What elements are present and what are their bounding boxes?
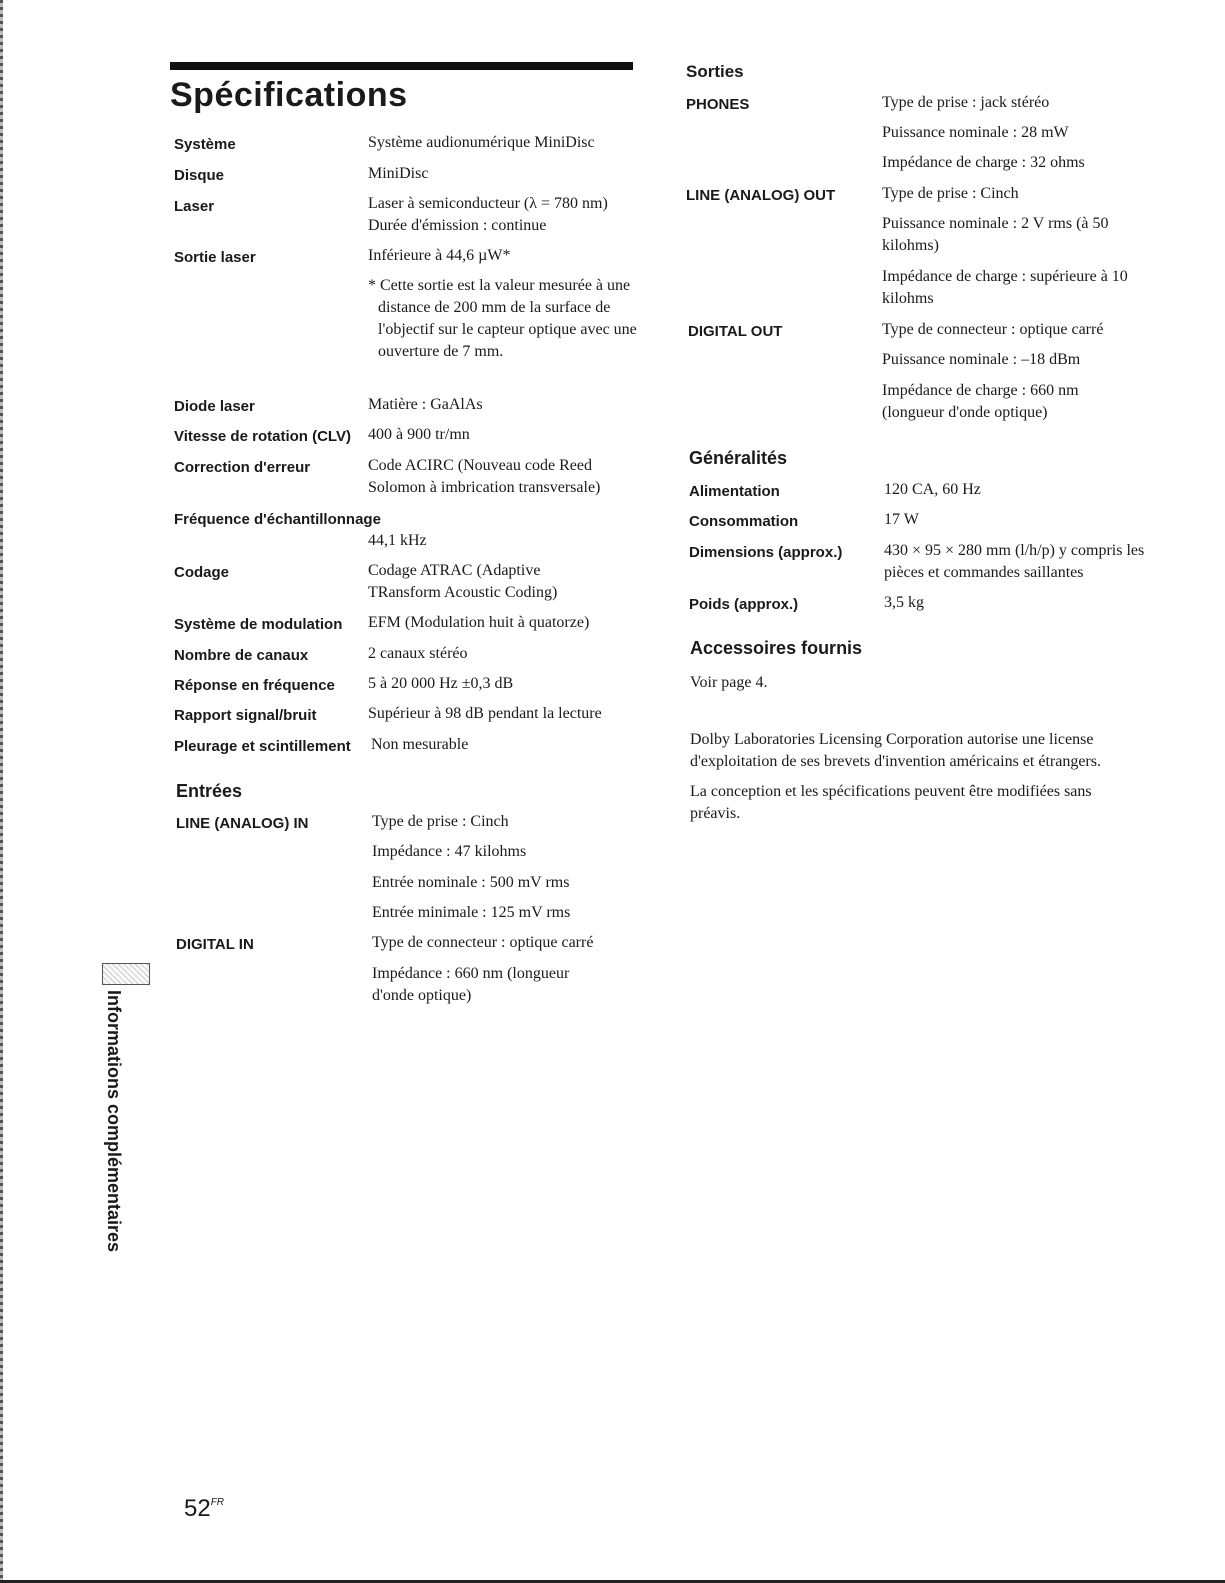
spec-value-frequence-echantillonnage: 44,1 kHz	[368, 532, 427, 549]
gen-label-dimensions: Dimensions (approx.)	[689, 544, 843, 561]
entree-digital-in-connecteur: Type de connecteur : optique carré	[372, 934, 594, 951]
section-heading-generalites: Généralités	[689, 448, 788, 468]
spec-value-disque: MiniDisc	[368, 165, 429, 182]
entree-digital-in-impedance: Impédance : 660 nm (longueur d'onde optique)	[372, 965, 570, 1004]
spec-value-canaux: 2 canaux stéréo	[368, 645, 468, 662]
entree-line-in-nominale: Entrée nominale : 500 mV rms	[372, 874, 570, 891]
scan-left-edge	[0, 0, 3, 1583]
sortie-phones-prise: Type de prise : jack stéréo	[882, 94, 1050, 111]
spec-value-reponse: 5 à 20 000 Hz ±0,3 dB	[368, 675, 514, 692]
gen-label-alimentation: Alimentation	[689, 483, 780, 500]
section-heading-entrees: Entrées	[176, 781, 243, 801]
section-tab-marker	[102, 963, 150, 985]
section-heading-accessoires: Accessoires fournis	[690, 638, 863, 658]
sortie-line-out-prise: Type de prise : Cinch	[882, 185, 1019, 202]
sortie-phones-impedance: Impédance de charge : 32 ohms	[882, 154, 1085, 171]
spec-value-diode-laser: Matière : GaAlAs	[368, 396, 483, 413]
sortie-digital-out-puissance: Puissance nominale : –18 dBm	[882, 351, 1081, 368]
accessoires-text: Voir page 4.	[690, 674, 768, 691]
spec-label-vitesse: Vitesse de rotation (CLV)	[174, 428, 351, 445]
sortie-digital-out-connecteur: Type de connecteur : optique carré	[882, 321, 1104, 338]
spec-label-disque: Disque	[174, 167, 225, 184]
title-rule	[170, 62, 633, 70]
section-side-label: Informations complémentaires	[104, 990, 124, 1253]
sortie-line-out-impedance: Impédance de charge : supérieure à 10 kilohms	[882, 268, 1128, 307]
spec-label-rapport: Rapport signal/bruit	[174, 707, 317, 724]
sortie-digital-out-impedance: Impédance de charge : 660 nm (longueur d'onde optique)	[882, 382, 1079, 421]
spec-value-pleurage: Non mesurable	[371, 736, 469, 753]
sortie-line-out-puissance: Puissance nominale : 2 V rms (à 50 kilohms)	[882, 215, 1109, 254]
spec-label-systeme: Système	[174, 136, 236, 153]
spec-label-diode-laser: Diode laser	[174, 398, 255, 415]
entree-line-in-minimale: Entrée minimale : 125 mV rms	[372, 904, 571, 921]
entree-line-in-impedance: Impédance : 47 kilohms	[372, 843, 527, 860]
page-number-value: 52	[184, 1495, 211, 1522]
section-heading-sorties: Sorties	[686, 62, 744, 81]
spec-value-codage: Codage ATRAC (Adaptive TRansform Acoustic Coding)	[368, 562, 558, 601]
gen-label-consommation: Consommation	[689, 513, 799, 530]
spec-label-canaux: Nombre de canaux	[174, 647, 309, 664]
sortie-label-line-out: LINE (ANALOG) OUT	[686, 187, 836, 204]
spec-label-correction: Correction d'erreur	[174, 459, 311, 476]
spec-value-systeme: Système audionumérique MiniDisc	[368, 134, 595, 151]
spec-value-correction: Code ACIRC (Nouveau code Reed Solomon à imbrication transversale)	[368, 457, 601, 496]
entree-line-in-prise: Type de prise : Cinch	[372, 813, 509, 830]
gen-value-poids: 3,5 kg	[884, 594, 924, 611]
gen-value-consommation: 17 W	[884, 511, 919, 528]
gen-label-poids: Poids (approx.)	[689, 596, 799, 613]
spec-label-reponse: Réponse en fréquence	[174, 677, 335, 694]
sortie-phones-puissance: Puissance nominale : 28 mW	[882, 124, 1069, 141]
gen-value-dimensions: 430 × 95 × 280 mm (l/h/p) y compris les pièces et commandes saillantes	[884, 542, 1145, 581]
spec-label-pleurage: Pleurage et scintillement	[174, 738, 351, 755]
spec-value-rapport: Supérieur à 98 dB pendant la lecture	[368, 705, 602, 722]
dolby-notice: Dolby Laboratories Licensing Corporation autorise une license d'exploitation de ses brevets d'invention américains et étrangers.	[690, 731, 1101, 770]
entree-label-line-in: LINE (ANALOG) IN	[176, 815, 309, 832]
spec-value-modulation: EFM (Modulation huit à quatorze)	[368, 614, 590, 631]
sortie-label-digital-out: DIGITAL OUT	[688, 323, 783, 340]
sortie-label-phones: PHONES	[686, 96, 750, 113]
spec-label-sortie-laser: Sortie laser	[174, 249, 256, 266]
page-number-suffix: FR	[210, 1497, 225, 1508]
spec-label-laser: Laser	[174, 198, 215, 215]
page-title: Spécifications	[170, 76, 408, 114]
spec-value-laser: Laser à semiconducteur (λ = 780 nm) Durée d'émission : continue	[368, 195, 608, 234]
page-number	[184, 1495, 224, 1523]
spec-label-modulation: Système de modulation	[174, 616, 343, 633]
spec-label-codage: Codage	[174, 564, 230, 581]
gen-value-alimentation: 120 CA, 60 Hz	[884, 481, 981, 498]
laser-footnote: * Cette sortie est la valeur mesurée à une distance de 200 mm de la surface de l'objectif sur le capteur optique avec une ouverture de 7 mm.	[368, 277, 637, 360]
spec-label-frequence-echantillonnage: Fréquence d'échantillonnage	[174, 511, 381, 528]
entree-label-digital-in: DIGITAL IN	[176, 936, 254, 953]
conception-notice: La conception et les spécifications peuvent être modifiées sans préavis.	[690, 783, 1092, 822]
spec-value-sortie-laser: Inférieure à 44,6 µW*	[368, 247, 511, 264]
spec-value-vitesse: 400 à 900 tr/mn	[368, 426, 470, 443]
